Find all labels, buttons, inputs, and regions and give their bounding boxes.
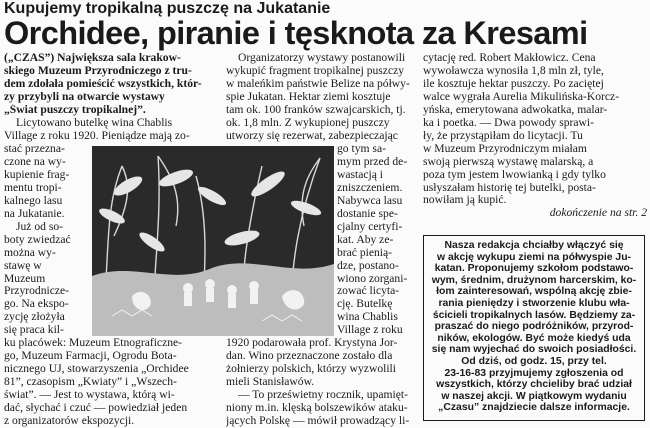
column-1-wrap [4,143,90,337]
text-line: usłyszałam historię tej butelki, posta- [423,181,596,194]
text-line: Village z roku [337,324,403,337]
text-line: poza tym jestem lwowianką i gdy tylko [423,168,606,181]
text-line: żołnierzy polskich, którzy wyzwolili [226,362,397,375]
column-3-text [423,52,647,220]
text-line: ok. 1,8 mln. Z wykupionej puszczy [226,116,390,129]
text-line: ku placówek: Muzeum Etnograficzne- [4,337,183,349]
text-line: cytację red. Robert Makłowicz. Cena [423,52,596,64]
text-line: Village z roku 1920. Pieniądze mają zo- [4,129,190,142]
text-line: można wy- [4,246,56,259]
text-line: Już od so- [16,220,64,233]
text-line: dać, słychać i czuć — powiedział jeden [4,401,188,414]
text-line: cję. Butelkę [337,298,393,311]
notice-line: ników, ekologów. Być może kiedyś uda [437,332,631,344]
text-line: Nabywca lasu [337,194,403,207]
notice-line: w naszej akcji. W piątkowym wydaniu [441,390,627,402]
text-line: ły, że przystąpiłam do licytacji. Tu [423,129,583,142]
notice-line: się nam wyjechać do swoich posiadłości. [431,344,637,356]
text-line: dze, postano- [337,259,399,272]
text-line: Muzeum [4,272,46,285]
text-line: go. Na ekspo- [4,298,69,311]
text-line: stawę w [4,259,42,272]
text-line: spie Jukatan. Hektar ziemi kosztuje [226,90,391,103]
notice-line: łom zainteresowań, wspólną akcję zbie- [436,286,632,298]
notice-line: wszystkich, którzy chcieliby brać udział [436,379,632,391]
text-line: wastacją i [337,168,384,181]
text-line: zy przybyli na otwarcie wystawy [4,90,165,103]
text-line: skiego Muzeum Przyrodniczego z tru- [4,64,192,77]
text-line: Licytowano butelkę wina Chablis [16,116,173,129]
text-line: cjalny certyfi- [337,220,403,233]
text-line: dem zdołała pomieścić wszystkich, któr- [4,77,202,90]
text-line: mieli Stanisławów. [226,375,315,388]
text-line: zniszczeniem. [337,181,403,194]
text-line: mym przed de- [337,155,408,168]
text-line: yńska, emerytowana adwokatka, malar- [423,103,608,116]
notice-line: w akcję wykupu ziemi na półwyspie Ju- [436,251,632,263]
column-2-bottom [226,337,420,428]
text-line: 81”, czasopism „Kwiaty” i „Wszech- [4,375,177,388]
text-line: z organizatorów ekspozycji. [4,414,135,427]
text-line: się praca kil- [4,324,64,337]
text-line: Organizatorzy wystawy postanowili [238,52,406,64]
text-line: zycję złożyła [4,311,65,324]
text-line: „Świat puszczy tropikalnej”. [4,103,146,116]
text-line: swoją pierwszą wystawę malarską, a [423,155,594,168]
text-line: ile kosztuje hektar puszczy. Po zaciętej [423,77,604,90]
notice-line: 23-16-83 przyjmujemy zgłoszenia od [444,367,624,379]
text-line: kalnego lasu [4,194,63,207]
continued-note: dokończenie na str. 2 [549,207,647,220]
article-kicker: Kupujemy tropikalną puszczę na Jukatanie [4,0,331,17]
text-line: boty zwiedzać [4,233,71,246]
notice-line: praszać do niego podróżników, przyrod- [434,321,634,333]
text-line: mentu tropi- [4,181,62,194]
text-line: — To prześwietny rocznik, upamięt- [238,388,408,401]
text-line: w Muzeum Przyrodniczym miałam [423,142,587,155]
text-line: Przyrodnicze- [4,285,70,298]
text-line: go tym sa- [337,143,386,155]
column-2-wrap [337,143,417,337]
text-line: na Jukatanie. [4,207,65,220]
notice-box [423,235,645,421]
text-line: dan. Wino przeznaczone zostało dla [226,349,393,362]
text-line: jących Polskę — mówił prowadzący li- [226,414,410,427]
column-1-intro [4,52,215,143]
text-line: dostanie spe- [337,207,398,220]
text-line: ka i poetka. — Dwa powody sprawi- [423,116,594,129]
text-line: wykupić fragment tropikalnej puszczy [226,64,405,77]
article-headline: Orchidee, piranie i tęsknota za Kresami [4,15,588,51]
text-line: czone na wy- [4,155,66,168]
text-line: stać przezna- [4,143,65,155]
column-2-intro [226,52,420,143]
notice-line: ścicieli tropikalnych lasów. Będziemy za- [432,309,636,321]
text-line: walce wygrała Aurelia Mikulińska-Korcz- [423,90,620,103]
text-line: go, Muzeum Farmacji, Ogrodu Bota- [4,349,177,362]
text-line: tam ok. 100 franków szwajcarskich, tj. [226,103,406,116]
painting-jungle-icon [92,146,334,336]
text-line: w maleńkim państwie Belize na półwy- [226,77,410,90]
text-line: kupienie frag- [4,168,70,181]
text-line: utworzy się rezerwat, zabezpieczając [226,129,398,142]
notice-line: Nasza redakcja chciałby włączyć się [444,240,624,251]
column-1-bottom [4,337,215,428]
notice-line: rania pieniędzy i stworzenie klubu wła- [438,297,630,309]
text-line: brać pienią- [337,246,393,259]
text-line: niony m.in. klęską bolszewików ataku- [226,401,408,414]
notice-line: katan. Proponujemy szkołom podstawo- [434,263,634,275]
notice-line: „Czasu” znajdziecie dalsze informacje. [438,402,630,414]
exhibition-painting [92,146,334,336]
text-line: świat”. — Jest to wystawa, którą wi- [4,388,175,401]
text-line: zować licyta- [337,285,400,298]
notice-line: Od dziś, od godz. 15, przy tel. [461,355,607,367]
text-line: 1920 podarowała prof. Krystyna Jor- [226,337,398,349]
text-line: wina Chablis [337,311,398,324]
text-line: kat. Aby ze- [337,233,394,246]
notice-line: wym, średnim, drużynom harcerskim, ko- [431,274,637,286]
text-line: nicznego UJ, stowarzyszenia „Orchidee [4,362,189,375]
text-line: nowiłam ją kupić. [423,194,507,207]
text-line: („CZAS”) Największa sala krakow- [4,52,181,64]
text-line: wiono zorgani- [337,272,408,285]
text-line: wywoławcza wynosiła 1,8 mln zł, tyle, [423,64,604,77]
